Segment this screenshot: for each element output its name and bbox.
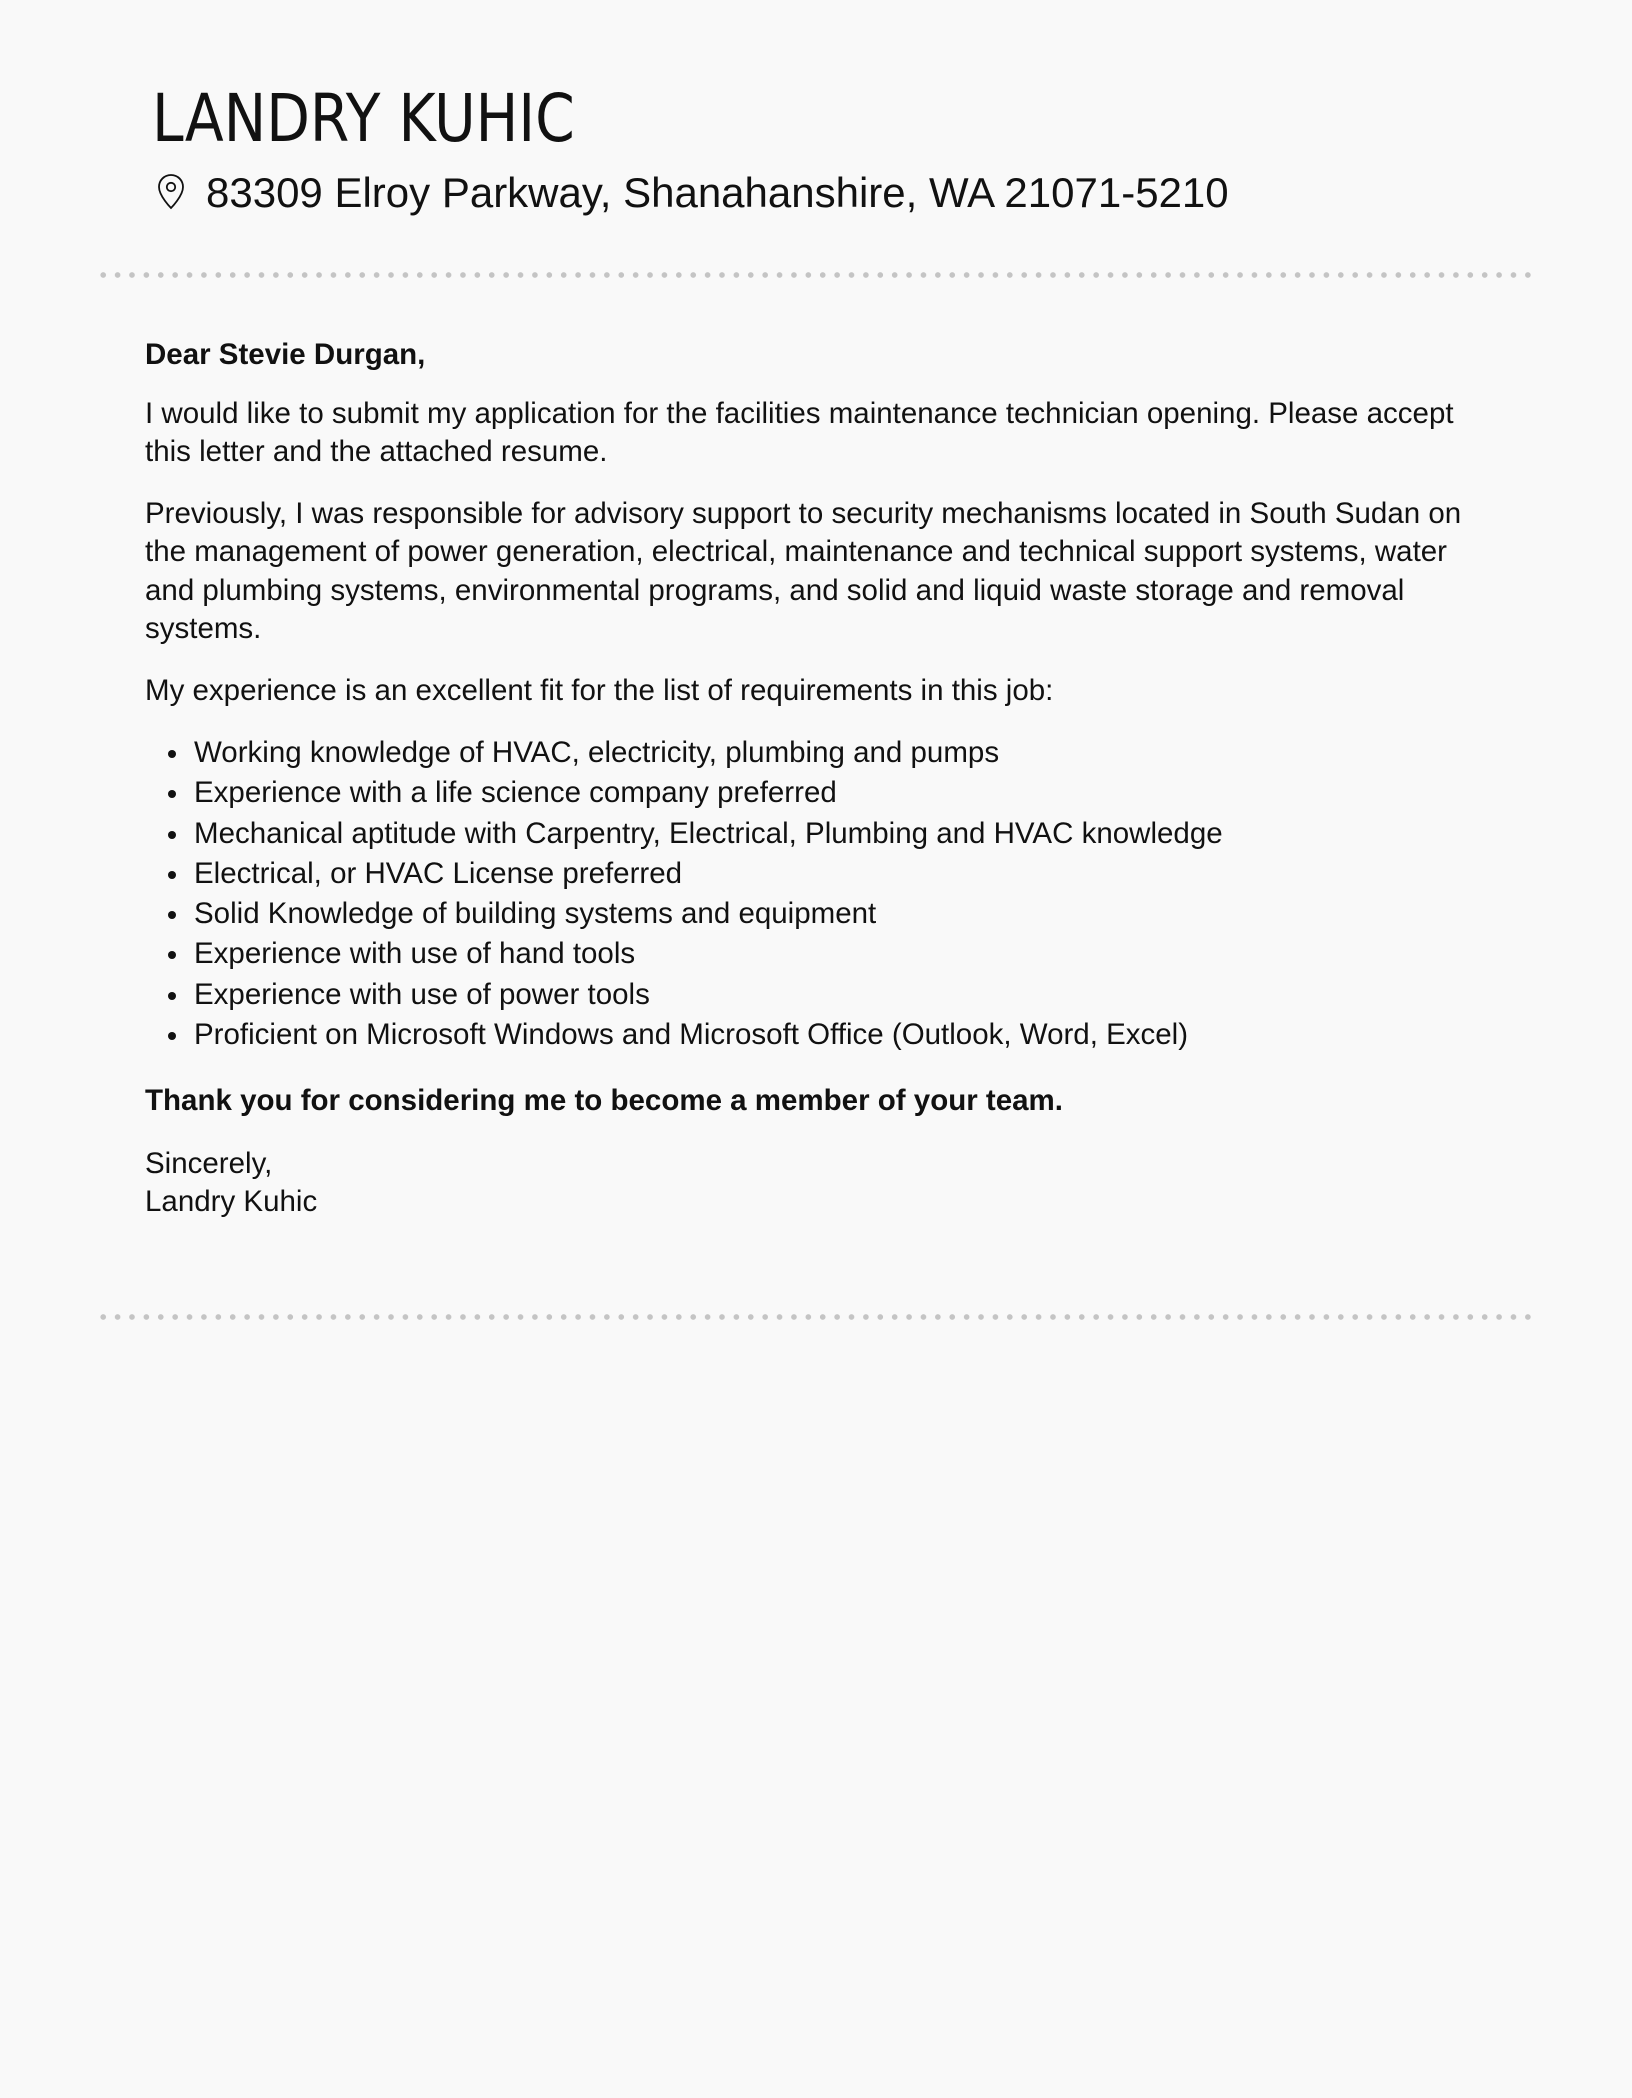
intro-paragraph: I would like to submit my application for the facilities maintenance technician opening. Please accept this letter and the attached resume. (145, 396, 1454, 468)
applicant-name: LANDRY KUHIC (152, 80, 575, 157)
closing-statement: Thank you for considering me to become a member of your team. (145, 1084, 1063, 1118)
top-dotted-divider (96, 272, 1536, 278)
requirements-intro: My experience is an excellent fit for the list of requirements in this job: (145, 673, 1054, 707)
experience-paragraph: Previously, I was responsible for advisory support to security mechanisms located in South Sudan on the management of power generation, electrical, maintenance and technical support systems, water and plumbing systems, environmental programs, and solid and liquid waste storage and removal systems. (145, 496, 1462, 645)
greeting: Dear Stevie Durgan, (145, 338, 426, 371)
applicant-address: 83309 Elroy Parkway, Shanahanshire, WA 21071-5210 (206, 169, 1229, 216)
address-row (152, 168, 1532, 218)
signoff: Sincerely, (145, 1146, 273, 1180)
list-item: Experience with a life science company preferred (145, 773, 1495, 813)
list-item: Proficient on Microsoft Windows and Microsoft Office (Outlook, Word, Excel) (145, 1015, 1495, 1055)
list-item: Experience with use of hand tools (145, 934, 1495, 974)
list-item: Working knowledge of HVAC, electricity, plumbing and pumps (145, 733, 1495, 773)
bottom-dotted-divider (96, 1314, 1536, 1320)
letter-body (145, 336, 1495, 1222)
letter-header (152, 78, 1532, 218)
requirements-list (145, 733, 1495, 1055)
list-item: Solid Knowledge of building systems and equipment (145, 894, 1495, 934)
list-item: Mechanical aptitude with Carpentry, Electrical, Plumbing and HVAC knowledge (145, 814, 1495, 854)
list-item: Electrical, or HVAC License preferred (145, 854, 1495, 894)
map-pin-icon (156, 173, 186, 213)
list-item: Experience with use of power tools (145, 975, 1495, 1015)
signature: Landry Kuhic (145, 1185, 318, 1219)
